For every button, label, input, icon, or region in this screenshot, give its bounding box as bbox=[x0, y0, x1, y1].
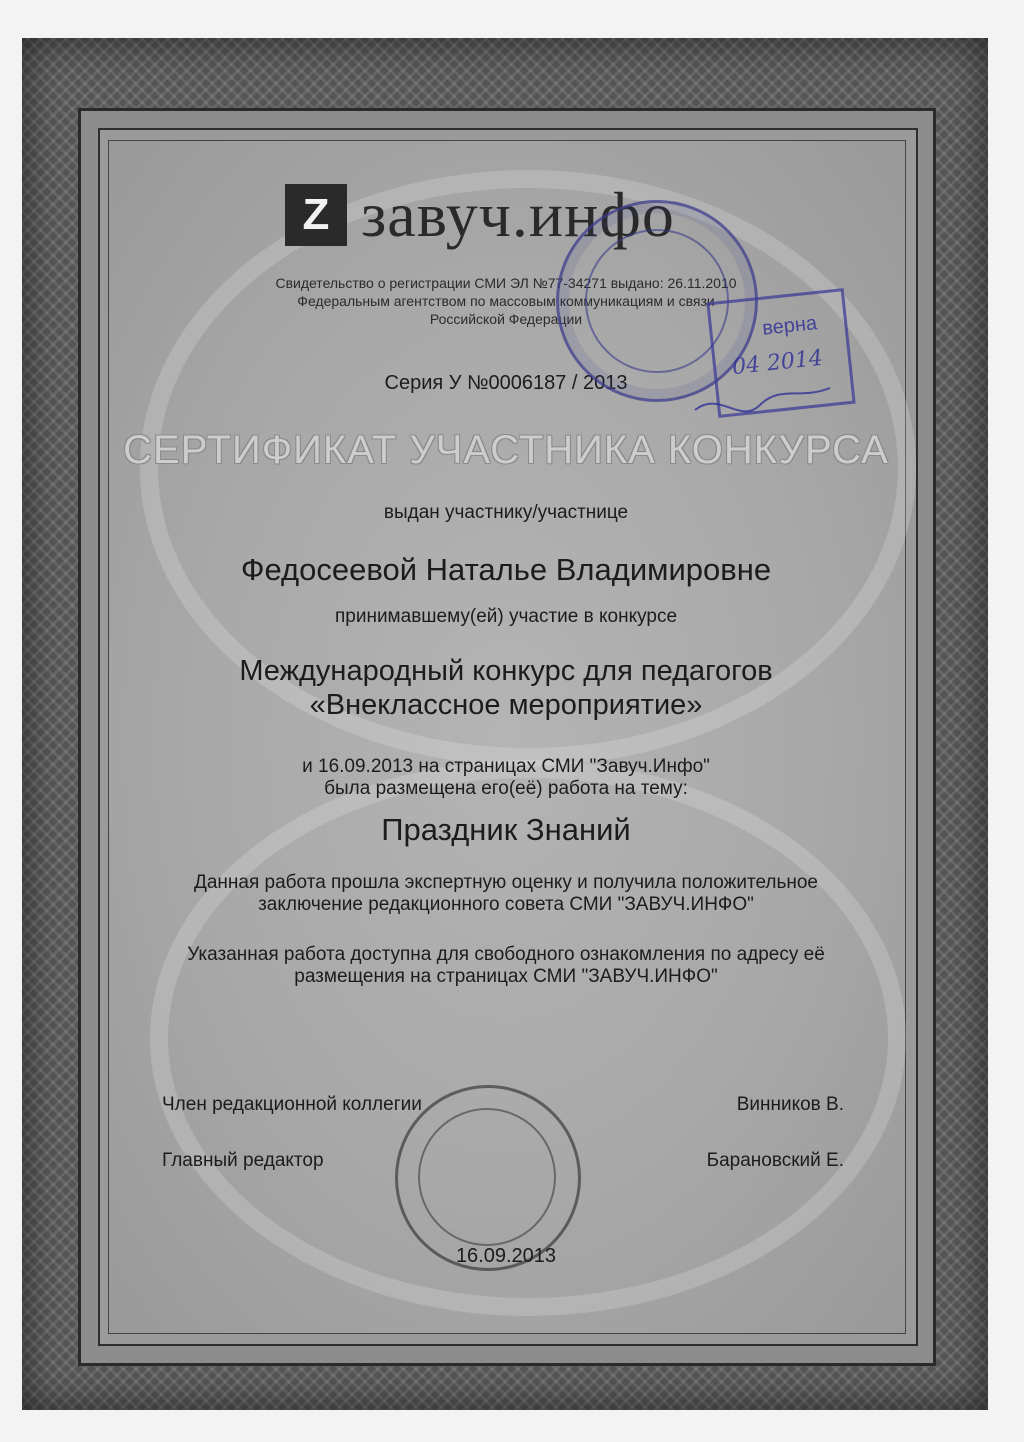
publication-line-2: была размещена его(её) работа на тему: bbox=[324, 778, 688, 799]
evaluation-line-2: заключение редакционного совета СМИ "ЗАВУЧ.ИНФО" bbox=[258, 894, 754, 915]
registration-line-3: Российской Федерации bbox=[429, 311, 583, 327]
editor-role: Главный редактор bbox=[162, 1150, 324, 1171]
logo-name: завуч.инфо bbox=[361, 179, 675, 250]
evaluation-text bbox=[108, 872, 904, 916]
availability-text bbox=[108, 944, 904, 988]
signature-scribble bbox=[690, 380, 840, 430]
recipient-name: Федосеевой Наталье Владимировне bbox=[240, 552, 772, 587]
registration-line-1: Свидетельство о регистрации СМИ ЭЛ №77-34271 выдано: 26.11.2010 bbox=[275, 275, 737, 291]
issue-date: 16.09.2013 bbox=[455, 1245, 557, 1267]
logo-z-icon: Z bbox=[285, 184, 347, 246]
verification-word: верна bbox=[761, 312, 819, 340]
evaluation-line-1: Данная работа прошла экспертную оценку и получила положительное bbox=[193, 872, 818, 893]
editor-name: Барановский Е. bbox=[706, 1150, 844, 1171]
participated-label: принимавшему(ей) участие в конкурсе bbox=[334, 606, 678, 627]
availability-line-2: размещения на страницах СМИ "ЗАВУЧ.ИНФО" bbox=[294, 966, 718, 987]
certificate-title: СЕРТИФИКАТ УЧАСТНИКА КОНКУРСА bbox=[123, 428, 889, 472]
publication-info bbox=[108, 756, 904, 800]
contest-line-2: «Внеклассное мероприятие» bbox=[309, 689, 703, 721]
publication-line-1: и 16.09.2013 на страницах СМИ "Завуч.Инфо" bbox=[302, 756, 710, 777]
member-name: Винников В. bbox=[736, 1094, 844, 1115]
availability-line-1: Указанная работа доступна для свободного ознакомления по адресу её bbox=[187, 944, 825, 965]
editorial-seal bbox=[395, 1085, 581, 1271]
member-role: Член редакционной коллегии bbox=[162, 1094, 422, 1115]
verification-date: 04 2014 bbox=[730, 345, 825, 381]
work-topic: Праздник Знаний bbox=[381, 812, 631, 847]
contest-line-1: Международный конкурс для педагогов bbox=[239, 655, 773, 687]
registration-line-2: Федеральным агентством по массовым коммуникациям и связи bbox=[297, 293, 715, 309]
series-number: Серия У №0006187 / 2013 bbox=[384, 372, 628, 394]
issued-to-label: выдан участнику/участнице bbox=[383, 502, 629, 523]
contest-title bbox=[108, 654, 904, 722]
